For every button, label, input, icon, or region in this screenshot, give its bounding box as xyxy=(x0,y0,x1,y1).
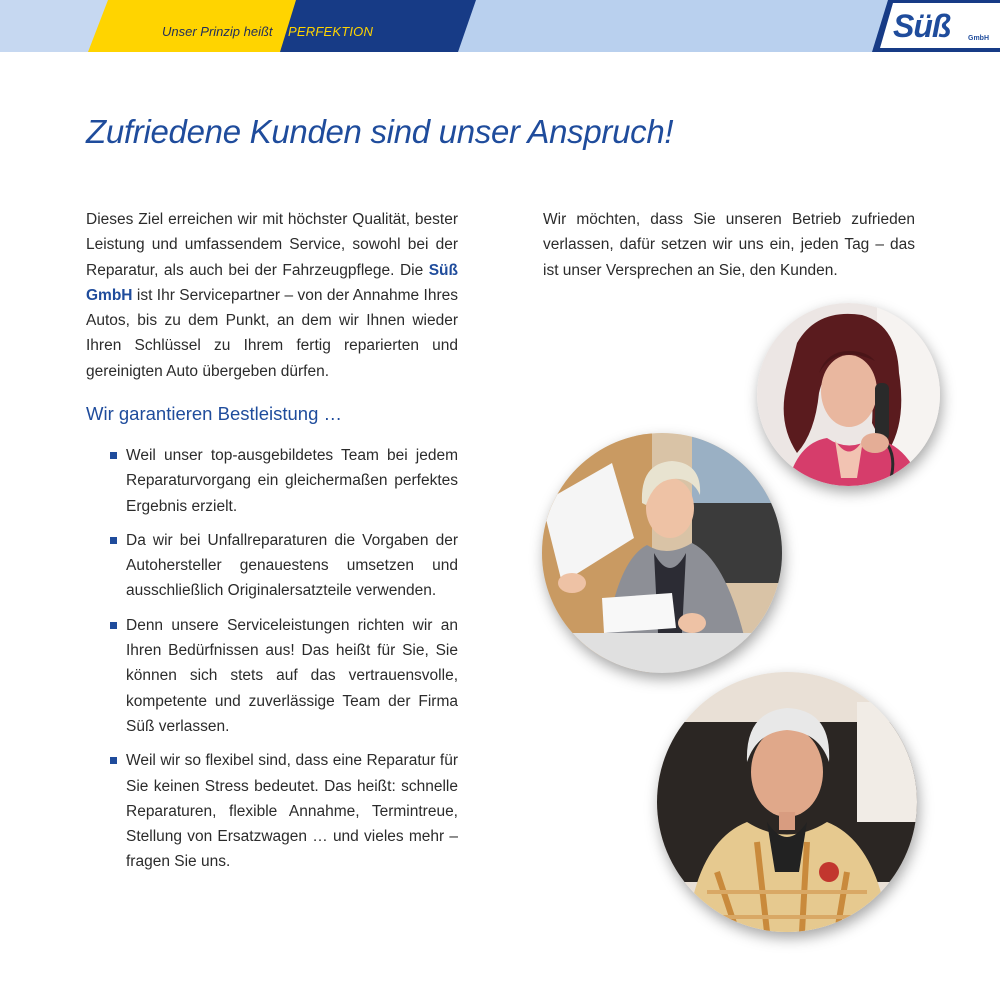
intro-text-part2: ist Ihr Servicepartner – von der Annahme Ihres Autos, bis zu dem Punkt, an dem wir Ihnen wieder Ihren Schlüssel zu Ihrem fertig reparierten und gereinigten Auto übergeben dürfen. xyxy=(86,286,458,380)
list-item xyxy=(108,528,458,604)
intro-text-part1: Dieses Ziel erreichen wir mit höchster Qualität, bester Leistung und umfassendem Service, sowohl bei der Reparatur, als auch bei der Fahrzeugpflege. Die xyxy=(86,211,458,279)
promise-paragraph: Wir möchten, dass Sie unseren Betrieb zufrieden verlassen, dafür setzen wir uns ein, jeden Tag – das ist unser Versprechen an Sie, den Kunden. xyxy=(543,211,915,279)
intro-column xyxy=(86,207,458,384)
promise-column xyxy=(543,207,915,283)
page-title: Zufriedene Kunden sind unser Anspruch! xyxy=(86,113,674,150)
list-item-text: Weil unser top-ausgebildetes Team bei jedem Reparaturvorgang ein gleichermaßen perfektes Ergebnis erzielt. xyxy=(126,447,458,515)
header-tagline: Unser Prinzip heißt xyxy=(162,24,273,39)
section-subheading: Wir garantieren Bestleistung … xyxy=(86,403,343,424)
list-item-text: Da wir bei Unfallreparaturen die Vorgaben der Autohersteller genauestens umsetzen und ausschließlich Originalersatzteile verwenden. xyxy=(126,531,458,600)
square-bullet-icon xyxy=(110,757,117,764)
header-banner xyxy=(0,0,1000,52)
photo-manager-portrait xyxy=(657,672,917,932)
list-item xyxy=(108,748,458,874)
brand-name: Süß GmbH xyxy=(86,261,458,304)
list-item xyxy=(108,443,458,519)
header-highlight: PERFEKTION xyxy=(288,24,374,39)
header-stripes xyxy=(0,0,1000,52)
list-item-text: Denn unsere Serviceleistungen richten wir an Ihren Bedürfnissen aus! Das heißt für Sie, Sie können sich stets auf das vertrauensvolle, kompetente und zuverlässige Team der Firma Süß verlassen. xyxy=(126,616,458,735)
company-logo-suffix: GmbH xyxy=(968,35,989,42)
company-logo: Süß xyxy=(893,8,951,44)
benefits-list xyxy=(108,443,458,884)
list-item xyxy=(108,613,458,739)
list-item-text: Weil wir so flexibel sind, dass eine Reparatur für Sie keinen Stress bedeutet. Das heißt: schnelle Reparaturen, flexible Annahme, Termintreue, Stellung von Ersatzwagen … und vieles mehr – fragen Sie uns. xyxy=(126,752,458,871)
square-bullet-icon xyxy=(110,622,117,629)
square-bullet-icon xyxy=(110,452,117,459)
photo-office-employee xyxy=(542,433,782,673)
square-bullet-icon xyxy=(110,537,117,544)
intro-paragraph xyxy=(86,207,458,384)
photo-woman-on-phone xyxy=(757,303,940,486)
